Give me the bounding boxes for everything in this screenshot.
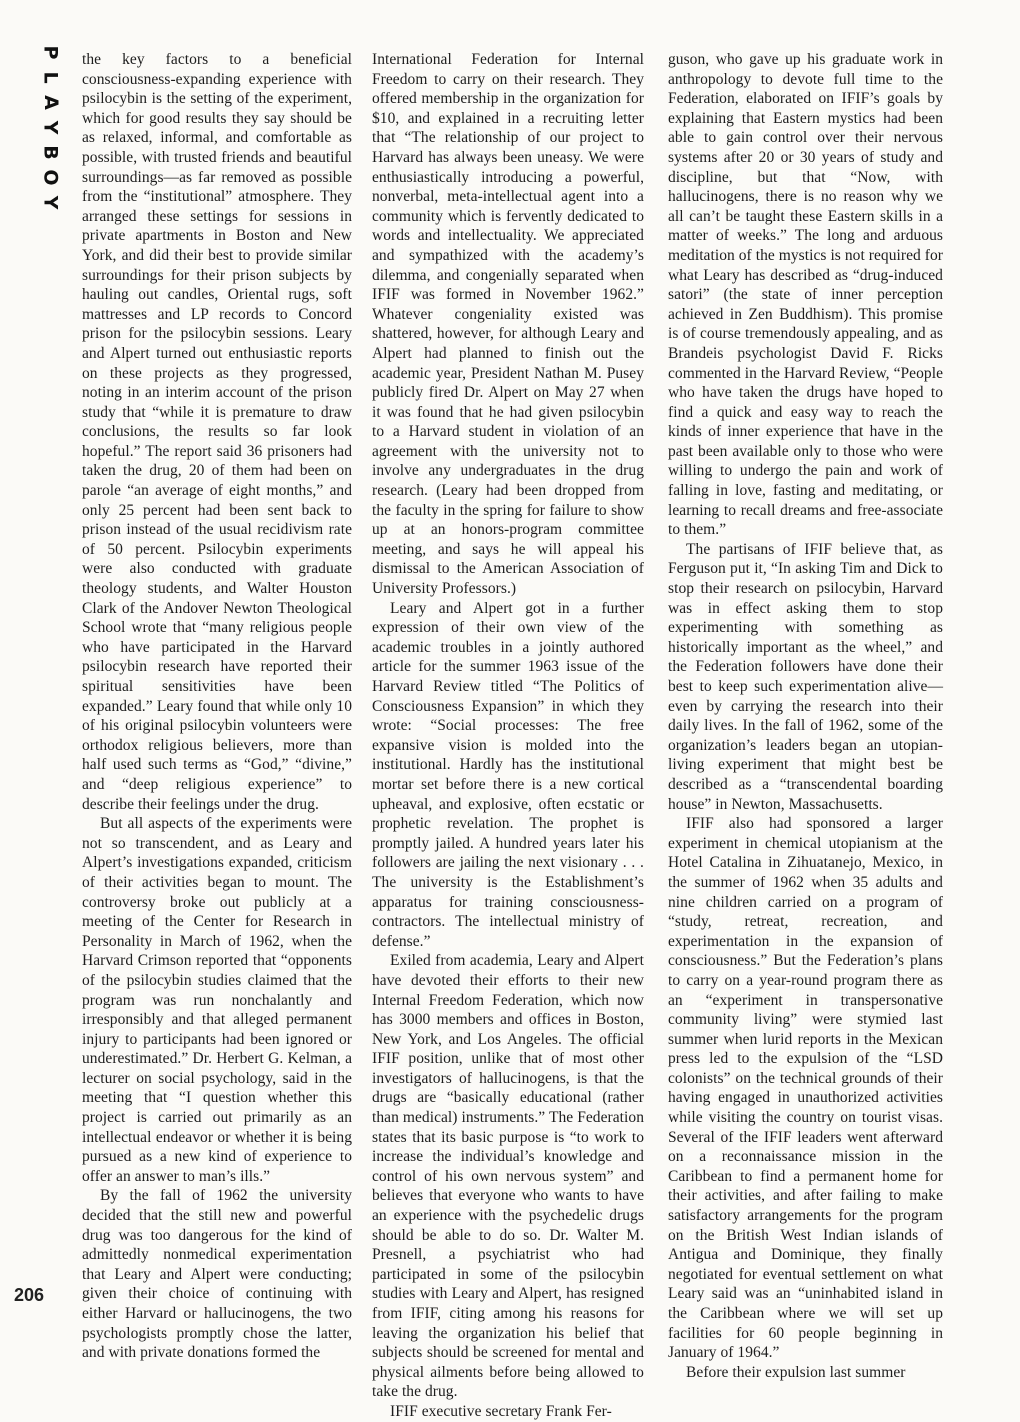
text-column-1 [82, 50, 352, 1362]
masthead-letter: L [39, 71, 62, 84]
paragraph: IFIF executive secretary Frank Fer- [390, 1402, 612, 1420]
page-number: 206 [14, 1285, 45, 1305]
paragraph: Leary and Alpert got in a further expression of their own view of the academic troubles in a jointly authored article for the summer 1963 issue of the Harvard Review titled “The Politics of Consciousness Expansion” in which they wrote: “Social processes: The free expansive vision is molded into the institutional. Hardly has the institutional mortar set before there is a new cortical upheaval, and explosive, often ecstatic or prophetic revelation. The prophet is promptly jailed. A hundred years later his followers are jailing the next visionary . . . The university is the Establishment’s apparatus for training consciousness-contractors. The intellectual ministry of defense.” [372, 599, 644, 950]
paragraph: IFIF also had sponsored a larger experiment in chemical utopianism at the Hotel Catalina in Zihuatanejo, Mexico, in the summer of 1962 when 35 adults and nine children carried on a program of “study, retreat, recreation, and experimentation in the expansion of consciousness.” But the Federation’s plans to carry on a year-round program there as an “experiment in transpersonative community living” were stymied last summer when lurid reports in the Mexican press led to the expulsion of the “LSD colonists” on the technical grounds of their having engaged in unauthorized activities while visiting the country on tourist visas. Several of the IFIF leaders went afterward on a reconnaissance mission in the Caribbean to find a permanent home for their activities, and after failing to make satisfactory arrangements for the program on the British West Indian islands of Antigua and Dominique, they finally negotiated for eventual settlement on what Leary said was an “uninhabited island in the Caribbean where we will set up facilities for 60 people beginning in January of 1964.” [668, 815, 943, 1362]
masthead-letter: B [39, 145, 62, 160]
masthead-playboy [30, 40, 70, 215]
masthead-letter: O [39, 169, 62, 186]
paragraph: International Federation for Internal Freedom to carry on their research. They offered membership in the organization for $10, and explained in a recruiting letter that “The relationship of our project to Harvard has always been uneasy. We were enthusiastically introducing a powerful, nonverbal, meta-intellectual agent into a community which is fervently dedicated to words and intellectuality. We appreciated and sympathized with the academy’s dilemma, and congenially separated when IFIF was formed in November 1962.” Whatever congeniality existed was shattered, however, for although Leary and Alpert had planned to finish out the academic year, President Nathan M. Pusey publicly fired Dr. Alpert on May 27 when it was found that he had given psilocybin to a Harvard student in violation of an agreement with the university not to involve any undergraduates in the drug research. (Leary had been dropped from the faculty in the spring for failure to show up at an honors-program committee meeting, and says he will appeal his dismissal to the American Association of University Professors.) [372, 51, 644, 598]
text-column-3 [668, 50, 943, 1381]
paragraph: By the fall of 1962 the university decided that the still new and powerful drug was too dangerous for the kind of admittedly nonmedical experimentation that Leary and Alpert were conducting; given their choice of continuing with either Harvard or hallucinogens, the two psychologists promptly chose the latter, and with private donations formed the [82, 1187, 352, 1362]
paragraph: guson, who gave up his graduate work in anthropology to devote full time to the Federation, elaborated on IFIF’s goals by explaining that Eastern mystics had been able to gain control over their nervous systems after 20 or 30 years of study and discipline, but that “Now, with hallucinogens, there is no reason why we all can’t be taught these Eastern skills in a matter of weeks.” The long and arduous meditation of the mystics is not required for what Leary has described as “drug-induced satori” (the state of inner perception achieved in Zen Buddhism). This promise is of course tremendously appealing, and as Brandeis psychologist David F. Ricks commented in the Harvard Review, “People who have taken the drugs have hoped to find a quick and easy way to reach the kinds of inner experience that have in the past been available only to those who were willing to undergo the pain and work of falling in love, fasting and meditating, or learning to recall dreams and free-associate to them.” [668, 51, 943, 539]
paragraph: The partisans of IFIF believe that, as Ferguson put it, “In asking Tim and Dick to stop their research on psilocybin, Harvard was in effect asking them to stop experimenting with something as historically important as the wheel,” and the Federation followers have done their best to keep such experimentation alive—even by carrying the research into their daily lives. In the fall of 1962, some of the organization’s leaders began an utopian-living experiment that might best be described as a “transcendental boarding house” in Newton, Massachusetts. [668, 540, 943, 813]
paragraph: the key factors to a beneficial consciousness-expanding experience with psilocybin is the setting of the experiment, which for good results they say should be as relaxed, informal, and comfortable as possible, with trusted friends and beautiful surroundings—as far removed as possible from the “institutional” atmosphere. They arranged these settings for sessions in private apartments in Boston and New York, and did their best to provide similar surroundings for their prison subjects by hauling out candles, Oriental rugs, soft mattresses and LP records to Concord prison for the psilocybin sessions. Leary and Alpert turned out enthusiastic reports on these projects as they progressed, noting in an interim account of the prison study that “while it is premature to draw conclusions, the results so far look hopeful.” The report said 36 prisoners had taken the drug, 20 of them had been on parole “an average of eight months,” and only 25 percent had been sent back to prison instead of the usual recidivism rate of 50 percent. Psilocybin experiments were also conducted with graduate theology students, and Walter Houston Clark of the Andover Newton Theological School wrote that “many religious people who have participated in the Harvard psilocybin research have reported their spiritual sensitivities have been expanded.” Leary found that while only 10 of his original psilocybin volunteers were orthodox religious believers, more than half used such terms as “God,” “divine,” and “deep religious experience” to describe their feelings under the drug. [82, 51, 352, 813]
text-column-2 [372, 50, 644, 1420]
masthead-letter: P [39, 45, 62, 60]
masthead-letter: A [39, 95, 62, 110]
paragraph: Exiled from academia, Leary and Alpert have devoted their efforts to their new Internal Freedom Federation, which now has 3000 members and offices in Boston, New York, and Los Angeles. The official IFIF position, unlike that of most other investigators of hallucinogens, is that the drugs are “basically educational (rather than medical) instruments.” The Federation states that its basic purpose is “to work to increase the individual’s knowledge and control of his own nervous system” and believes that everyone who wants to have an experience with the psychedelic drugs should be able to do so. Dr. Walter M. Presnell, a psychiatrist who had participated in some of the psilocybin studies with Leary and Alpert, has resigned from IFIF, citing among his reasons for leaving the organization his belief that subjects should be screened for mental and physical ailments before being allowed to take the drug. [372, 952, 644, 1401]
paragraph: But all aspects of the experiments were not so transcendent, and as Leary and Alpert’s investigations expanded, criticism of their activities began to mount. The controversy broke out publicly at a meeting of the Center for Research in Personality in March of 1962, when the Harvard Crimson reported that “opponents of the psilocybin studies claimed that the program was run nonchalantly and irresponsibly and that alleged permanent injury to participants had been ignored or underestimated.” Dr. Herbert G. Kelman, a lecturer on social psychology, said in the meeting that “I question whether this project is carried out primarily as an intellectual endeavor or whether it is being pursued as a new kind of experience to offer an answer to man’s ills.” [82, 815, 352, 1185]
masthead-letter: Y [39, 195, 62, 210]
paragraph: Before their expulsion last summer [686, 1363, 906, 1381]
masthead-letter: Y [39, 120, 62, 135]
